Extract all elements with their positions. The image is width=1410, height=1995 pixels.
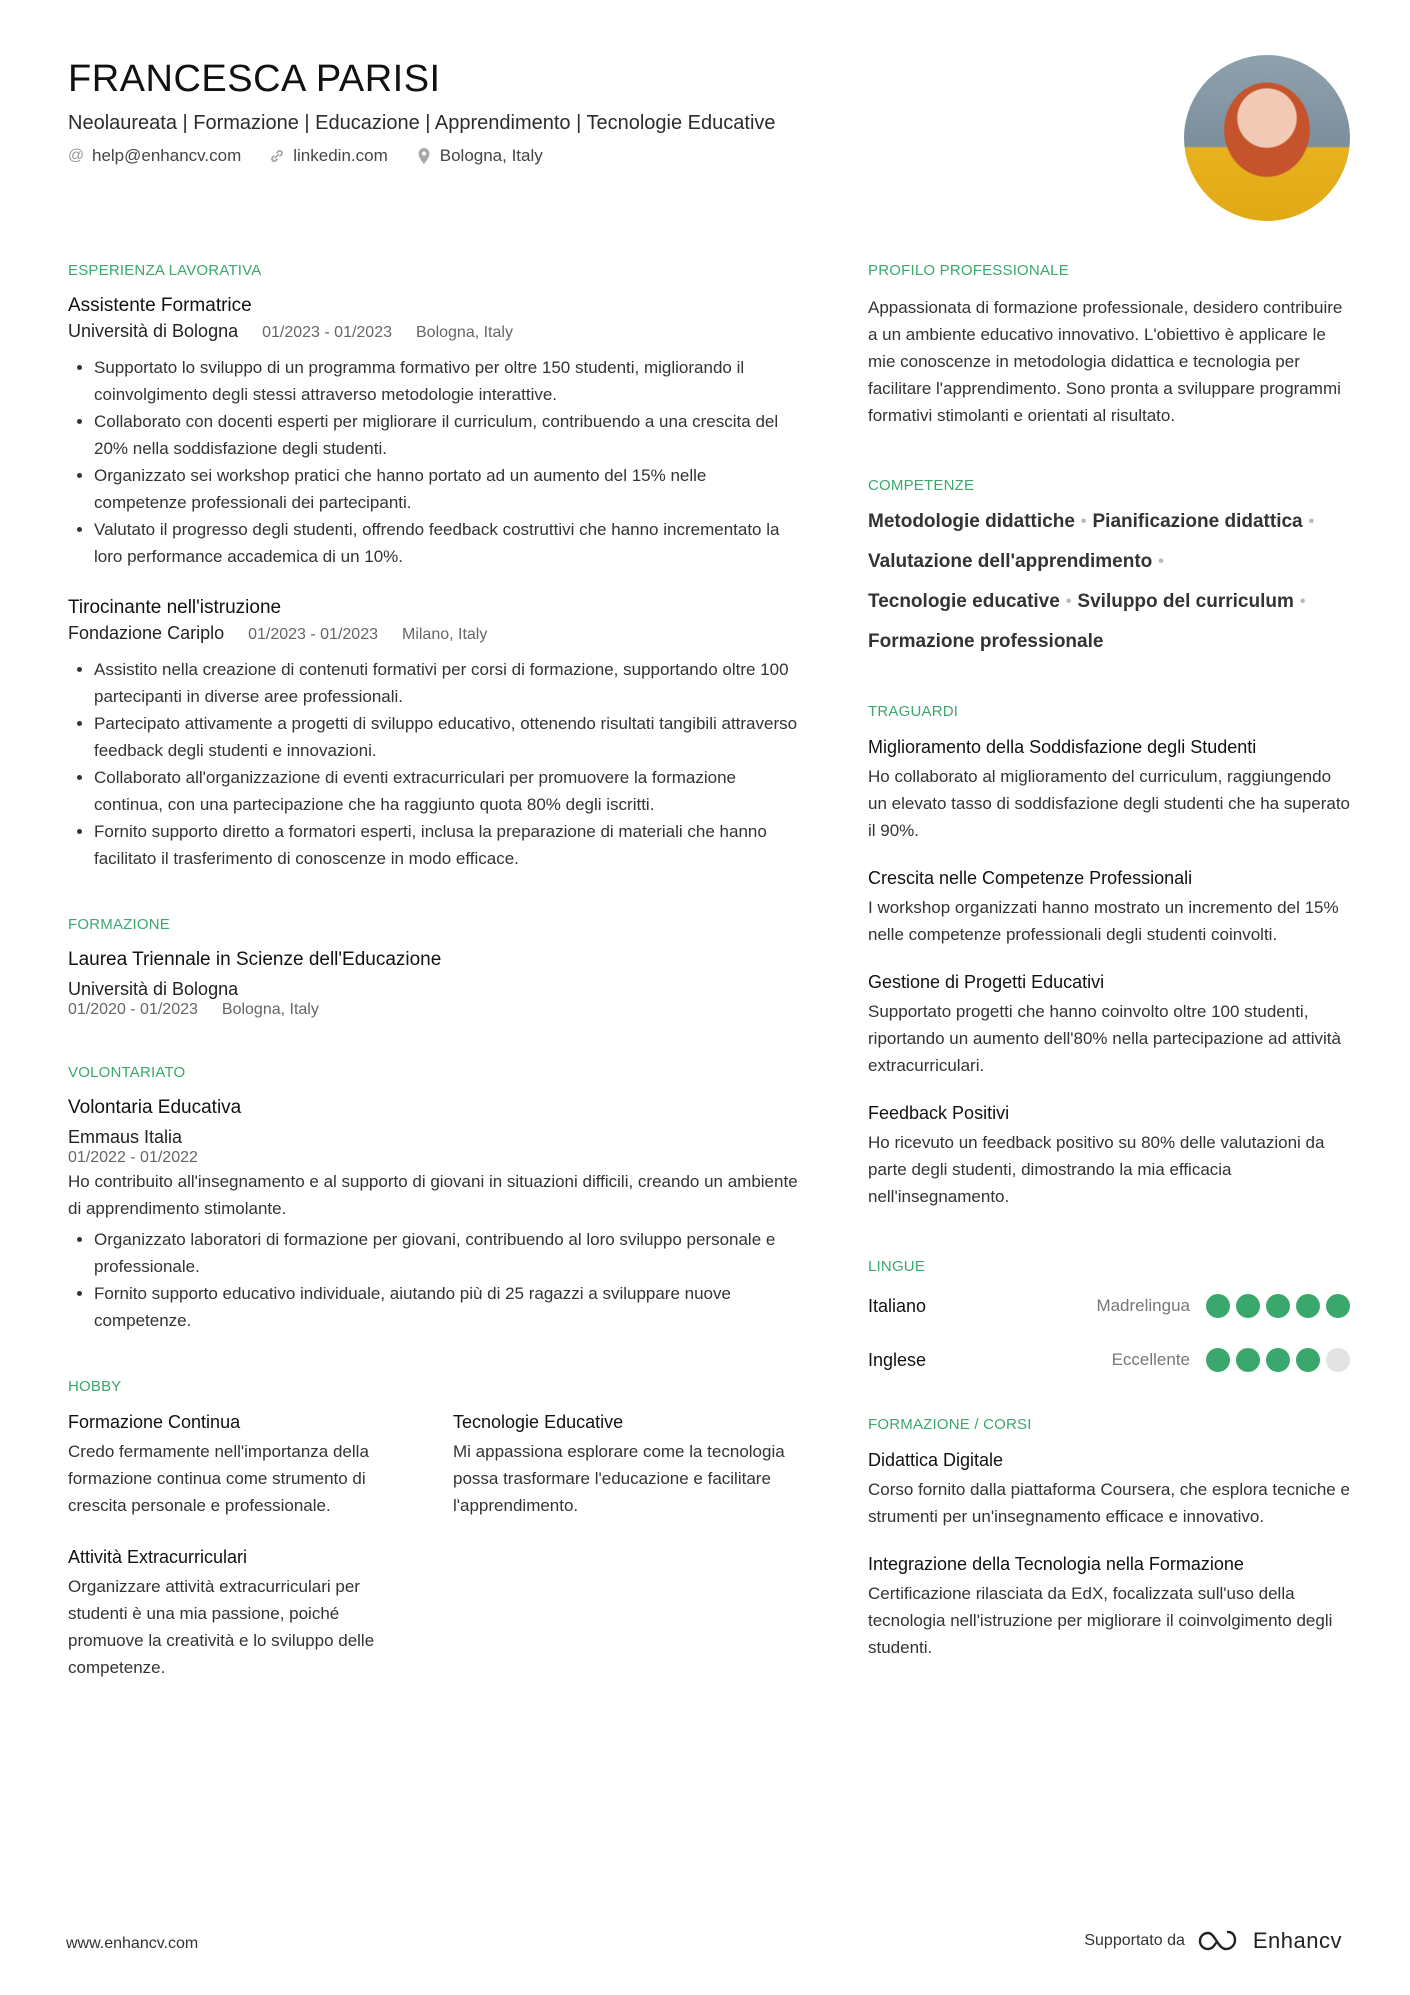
left-column — [68, 262, 798, 1681]
job-bullets — [68, 354, 798, 570]
achievement-title: Feedback Positivi — [868, 1103, 1010, 1123]
rating-dot — [1326, 1294, 1350, 1318]
rating-dot — [1266, 1348, 1290, 1372]
section-title-achievements: TRAGUARDI — [868, 703, 959, 720]
contact-row — [68, 144, 1108, 168]
candidate-headline: Neolaureata | Formazione | Educazione | Apprendimento | Tecnologie Educative — [68, 112, 776, 134]
enhancv-brand: Enhancv — [1252, 1928, 1342, 1953]
bullet-item: • Organizzato sei workshop pratici che hanno portato ad un aumento del 15% nelle competenze professionali dei partecipanti. — [94, 462, 798, 516]
achievement-text: Ho collaborato al miglioramento del curriculum, raggiungendo un elevato tasso di soddisfazione degli studenti che ha superato il 90%. — [868, 767, 1350, 840]
skills-list — [868, 509, 1350, 655]
volunteer-dates: 01/2022 - 01/2022 — [68, 1149, 198, 1166]
resume-header — [68, 56, 1108, 168]
email-text: help@enhancv.com — [92, 146, 242, 165]
rating-dot — [1236, 1294, 1260, 1318]
hobby-section — [68, 1378, 798, 1681]
education-section — [68, 916, 798, 1020]
skill-tag: Valutazione dell'apprendimento • — [868, 549, 1170, 575]
job-bullets — [68, 656, 798, 872]
hobby-text: Mi appassiona esplorare come la tecnologia possa trasformare l'educazione e facilitare l'apprendimento. — [453, 1442, 785, 1515]
section-title-profile: PROFILO PROFESSIONALE — [868, 262, 1069, 279]
language-rating — [1206, 1348, 1350, 1372]
experience-entry — [68, 596, 798, 872]
hobby-text: Credo fermamente nell'importanza della formazione continua come strumento di crescita personale e professionale. — [68, 1442, 369, 1515]
skill-tag: Sviluppo del curriculum • — [1077, 589, 1311, 615]
hobby-item — [453, 1410, 798, 1519]
volunteer-bullets — [68, 1226, 798, 1334]
achievement-item — [868, 970, 1350, 1079]
courses-section — [868, 1416, 1350, 1661]
achievements-section — [868, 703, 1350, 1210]
skill-tag: Metodologie didattiche • — [868, 509, 1093, 535]
achievement-item — [868, 866, 1350, 948]
course-text: Certificazione rilasciata da EdX, focalizzata sull'uso della tecnologia nell'istruzione per migliorare il coinvolgimento degli studenti. — [868, 1584, 1333, 1657]
section-title-hobby: HOBBY — [68, 1378, 122, 1395]
education-location: Bologna, Italy — [221, 1001, 319, 1018]
bullet-item: • Collaborato con docenti esperti per migliorare il curriculum, contribuendo a una crescita del 20% nella soddisfazione degli studenti. — [94, 408, 798, 462]
job-org: Università di Bologna — [68, 321, 239, 341]
language-name: Inglese — [868, 1349, 927, 1370]
degree-title: Laurea Triennale in Scienze dell'Educazione — [68, 949, 442, 970]
hobby-item — [68, 1410, 413, 1519]
course-item — [868, 1552, 1350, 1661]
hobby-title: Attività Extracurriculari — [68, 1547, 248, 1567]
bullet-item: • Fornito supporto diretto a formatori esperti, inclusa la preparazione di materiali che hanno facilitato il trasferimento di conoscenze in modo efficace. — [94, 818, 798, 872]
language-rating — [1206, 1294, 1350, 1318]
job-org: Fondazione Cariplo — [68, 623, 225, 643]
job-location: Bologna, Italy — [416, 324, 513, 341]
job-dates: 01/2023 - 01/2023 — [248, 626, 378, 643]
section-title-volunteering: VOLONTARIATO — [68, 1064, 186, 1081]
achievement-title: Miglioramento della Soddisfazione degli Studenti — [868, 737, 1257, 757]
location-text: Bologna, Italy — [439, 146, 543, 165]
rating-dot — [1266, 1294, 1290, 1318]
footer-website[interactable]: www.enhancv.com — [66, 1935, 199, 1952]
section-title-skills: COMPETENZE — [868, 477, 975, 494]
course-text: Corso fornito dalla piattaforma Coursera, che esplora tecniche e strumenti per un'insegnamento efficace e innovativo. — [868, 1480, 1350, 1526]
bullet-item: • Supportato lo sviluppo di un programma formativo per oltre 150 studenti, migliorando il coinvolgimento degli stessi attraverso metodologie interattive. — [94, 354, 798, 408]
profile-section — [868, 262, 1350, 429]
section-title-education: FORMAZIONE — [68, 916, 170, 933]
bullet-item: • Partecipato attivamente a progetti di sviluppo educativo, ottenendo risultati tangibili attraverso feedback degli studenti e innovazioni. — [94, 710, 798, 764]
rating-dot — [1326, 1348, 1350, 1372]
language-row — [868, 1344, 1350, 1376]
enhancv-logo-icon — [1197, 1928, 1241, 1954]
bullet-item: • Organizzato laboratori di formazione per giovani, contribuendo al loro sviluppo personale e professionale. — [94, 1226, 798, 1280]
rating-dot — [1236, 1348, 1260, 1372]
hobby-title: Formazione Continua — [68, 1412, 241, 1432]
linkedin-text: linkedin.com — [293, 146, 388, 165]
job-title: Assistente Formatrice — [68, 295, 252, 316]
course-title: Integrazione della Tecnologia nella Formazione — [868, 1554, 1244, 1574]
profile-photo — [1184, 55, 1350, 221]
volunteering-section — [68, 1064, 798, 1334]
course-item — [868, 1448, 1350, 1530]
experience-entry — [68, 294, 798, 570]
hobby-text: Organizzare attività extracurriculari per studenti è una mia passione, poiché promuove la creatività e lo sviluppo delle competenze. — [68, 1577, 375, 1677]
achievement-item — [868, 735, 1350, 844]
at-icon: @ — [67, 147, 85, 164]
bullet-item: • Assistito nella creazione di contenuti formativi per corsi di formazione, supportando oltre 100 partecipanti in diverse aree professionali. — [94, 656, 798, 710]
rating-dot — [1296, 1348, 1320, 1372]
achievement-text: Ho ricevuto un feedback positivo su 80% delle valutazioni da parte degli studenti, dimostrando la mia efficacia nell'insegnamento. — [868, 1133, 1325, 1206]
right-column — [868, 262, 1350, 1683]
rating-dot — [1206, 1348, 1230, 1372]
job-dates: 01/2023 - 01/2023 — [262, 324, 392, 341]
candidate-name: FRANCESCA PARISI — [68, 58, 441, 100]
education-meta — [68, 1000, 798, 1020]
school-name: Università di Bologna — [68, 979, 239, 999]
achievement-title: Crescita nelle Competenze Professionali — [868, 868, 1193, 888]
profile-text: Appassionata di formazione professionale, desidero contribuire a un ambiente educativo innovativo. L'obiettivo è applicare le mie conoscenze in metodologia didattica e tecnologia per facilitare l'apprendimento. Sono pronta a sviluppare programmi formativi stimolanti e orientati al risultato. — [868, 298, 1343, 425]
bullet-item: • Fornito supporto educativo individuale, aiutando più di 25 ragazzi a sviluppare nuove competenze. — [94, 1280, 798, 1334]
achievement-text: Supportato progetti che hanno coinvolto oltre 100 studenti, riportando un aumento dell'80% nella partecipazione ad attività extracurriculari. — [868, 1002, 1341, 1075]
achievement-title: Gestione di Progetti Educativi — [868, 972, 1105, 992]
bullet-item: • Collaborato all'organizzazione di eventi extracurriculari per promuovere la formazione continua, con una partecipazione che ha raggiunto quota 80% degli iscritti. — [94, 764, 798, 818]
link-icon — [269, 148, 285, 164]
volunteer-description: Ho contribuito all'insegnamento e al supporto di giovani in situazioni difficili, creando un ambiente di apprendimento stimolante. — [68, 1172, 798, 1218]
skill-tag: Pianificazione didattica • — [1093, 509, 1321, 535]
languages-section — [868, 1258, 1350, 1376]
achievement-item — [868, 1101, 1350, 1210]
section-title-courses: FORMAZIONE / CORSI — [868, 1416, 1032, 1433]
volunteer-org: Emmaus Italia — [68, 1127, 183, 1147]
hobby-grid — [68, 1410, 798, 1681]
skill-tag: Tecnologie educative • — [868, 589, 1077, 615]
job-title: Tirocinante nell'istruzione — [68, 597, 282, 618]
rating-dot — [1296, 1294, 1320, 1318]
job-meta — [68, 320, 798, 344]
powered-by-label: Supportato da — [1084, 1932, 1185, 1949]
hobby-title: Tecnologie Educative — [453, 1412, 624, 1432]
education-dates: 01/2020 - 01/2023 — [68, 1001, 198, 1018]
contact-location — [416, 144, 543, 168]
course-title: Didattica Digitale — [868, 1450, 1004, 1470]
job-location: Milano, Italy — [401, 626, 488, 643]
bullet-item: • Valutato il progresso degli studenti, offrendo feedback costruttivi che hanno incrementato la loro performance accademica di un 10%. — [94, 516, 798, 570]
language-row — [868, 1290, 1350, 1322]
contact-linkedin[interactable] — [269, 144, 388, 168]
achievement-text: I workshop organizzati hanno mostrato un incremento del 15% nelle competenze professionali degli studenti coinvolti. — [868, 898, 1339, 944]
skill-tag: Formazione professionale — [868, 631, 1104, 652]
job-meta — [68, 622, 798, 646]
language-name: Italiano — [868, 1295, 927, 1316]
language-level: Eccellente — [1111, 1350, 1190, 1369]
hobby-item — [68, 1545, 413, 1681]
contact-email[interactable] — [68, 144, 241, 168]
experience-section — [68, 262, 798, 872]
skills-section — [868, 477, 1350, 655]
rating-dot — [1206, 1294, 1230, 1318]
volunteer-role: Volontaria Educativa — [68, 1097, 242, 1118]
location-pin-icon — [416, 147, 432, 165]
section-title-languages: LINGUE — [868, 1258, 926, 1275]
section-title-experience: ESPERIENZA LAVORATIVA — [68, 262, 262, 279]
language-level: Madrelingua — [1096, 1296, 1190, 1315]
footer-branding[interactable] — [1084, 1928, 1342, 1954]
